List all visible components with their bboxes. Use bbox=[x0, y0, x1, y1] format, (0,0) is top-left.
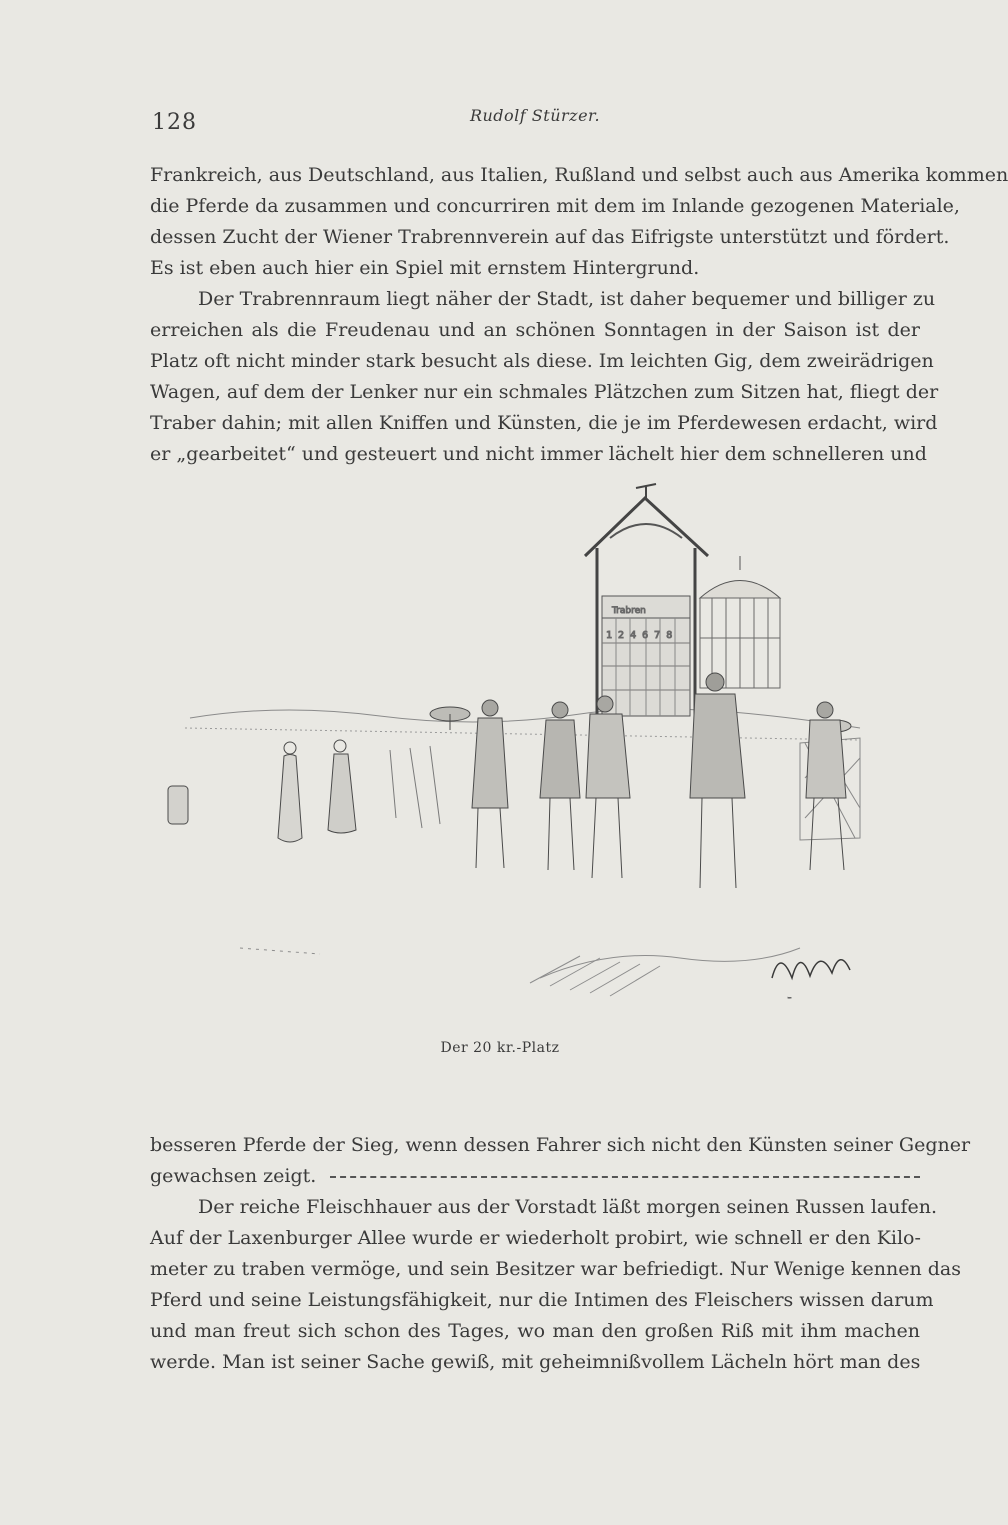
text-line: Traber dahin; mit allen Kniffen und Künsten, die je im Pferdewesen erdacht, wird bbox=[150, 412, 938, 434]
text-line: er „gearbeitet“ und gesteuert und nicht immer lächelt hier dem schnelleren und bbox=[150, 443, 927, 465]
text-line: dessen Zucht der Wiener Trabrennverein auf das Eifrigste unterstützt und fördert. bbox=[150, 226, 950, 248]
text-line: Auf der Laxenburger Allee wurde er wiederholt probirt, wie schnell er den Kilo- bbox=[150, 1227, 921, 1249]
text-block-bottom bbox=[150, 1130, 971, 1378]
ground-shading bbox=[240, 948, 800, 996]
text-line-end: gewachsen zeigt. bbox=[150, 1165, 317, 1187]
artist-signature-text: Nyilas bbox=[788, 998, 792, 999]
text-line: Frankreich, aus Deutschland, aus Italien, Rußland und selbst auch aus Amerika kommen bbox=[150, 164, 1008, 186]
figure-caption: Der 20 kr.-Platz bbox=[440, 1040, 560, 1056]
text-line: Es ist eben auch hier ein Spiel mit ernstem Hintergrund. bbox=[150, 257, 700, 279]
text-line: Platz oft nicht minder stark besucht als diese. Im leichten Gig, dem zweirädrigen bbox=[150, 350, 934, 372]
text-line: Der Trabrennraum liegt näher der Stadt, ist daher bequemer und billiger zu bbox=[198, 288, 936, 310]
page-number: 128 bbox=[152, 110, 197, 135]
text-line: besseren Pferde der Sieg, wenn dessen Fahrer sich nicht den Künsten seiner Gegner bbox=[150, 1134, 971, 1156]
text-line: werde. Man ist seiner Sache gewiß, mit geheimnißvollem Lächeln hört man des bbox=[150, 1351, 921, 1373]
text-line: Wagen, auf dem der Lenker nur ein schmales Plätzchen zum Sitzen hat, fliegt der bbox=[150, 381, 939, 403]
text-line: erreichen als die Freudenau und an schönen Sonntagen in der Saison ist der bbox=[150, 319, 920, 341]
text-block-top bbox=[150, 160, 1008, 470]
text-line: die Pferde da zusammen und concurriren mit dem im Inlande gezogenen Materiale, bbox=[150, 195, 960, 217]
score-board bbox=[585, 484, 708, 718]
board-header-text: Trabren bbox=[612, 606, 646, 616]
text-line bbox=[150, 1161, 920, 1192]
text-line: und man freut sich schon des Tages, wo man den großen Riß mit ihm machen bbox=[150, 1320, 920, 1342]
text-line: Der reiche Fleischhauer aus der Vorstadt läßt morgen seinen Russen laufen. bbox=[198, 1196, 938, 1218]
running-head: Rudolf Stürzer. bbox=[469, 106, 601, 125]
artist-signature-mark bbox=[772, 960, 850, 978]
page-header bbox=[150, 104, 920, 140]
dash-rule bbox=[330, 1176, 920, 1178]
pavilion bbox=[700, 556, 780, 688]
illustration bbox=[160, 478, 880, 1038]
illustration-drawing bbox=[160, 478, 880, 1038]
crowd bbox=[168, 673, 851, 888]
text-line: meter zu traben vermöge, und sein Besitzer war befriedigt. Nur Wenige kennen das bbox=[150, 1258, 961, 1280]
board-numbers-text: 1 2 4 6 7 8 bbox=[606, 630, 673, 641]
text-line: Pferd und seine Leistungsfähigkeit, nur die Intimen des Fleischers wissen darum bbox=[150, 1289, 934, 1311]
